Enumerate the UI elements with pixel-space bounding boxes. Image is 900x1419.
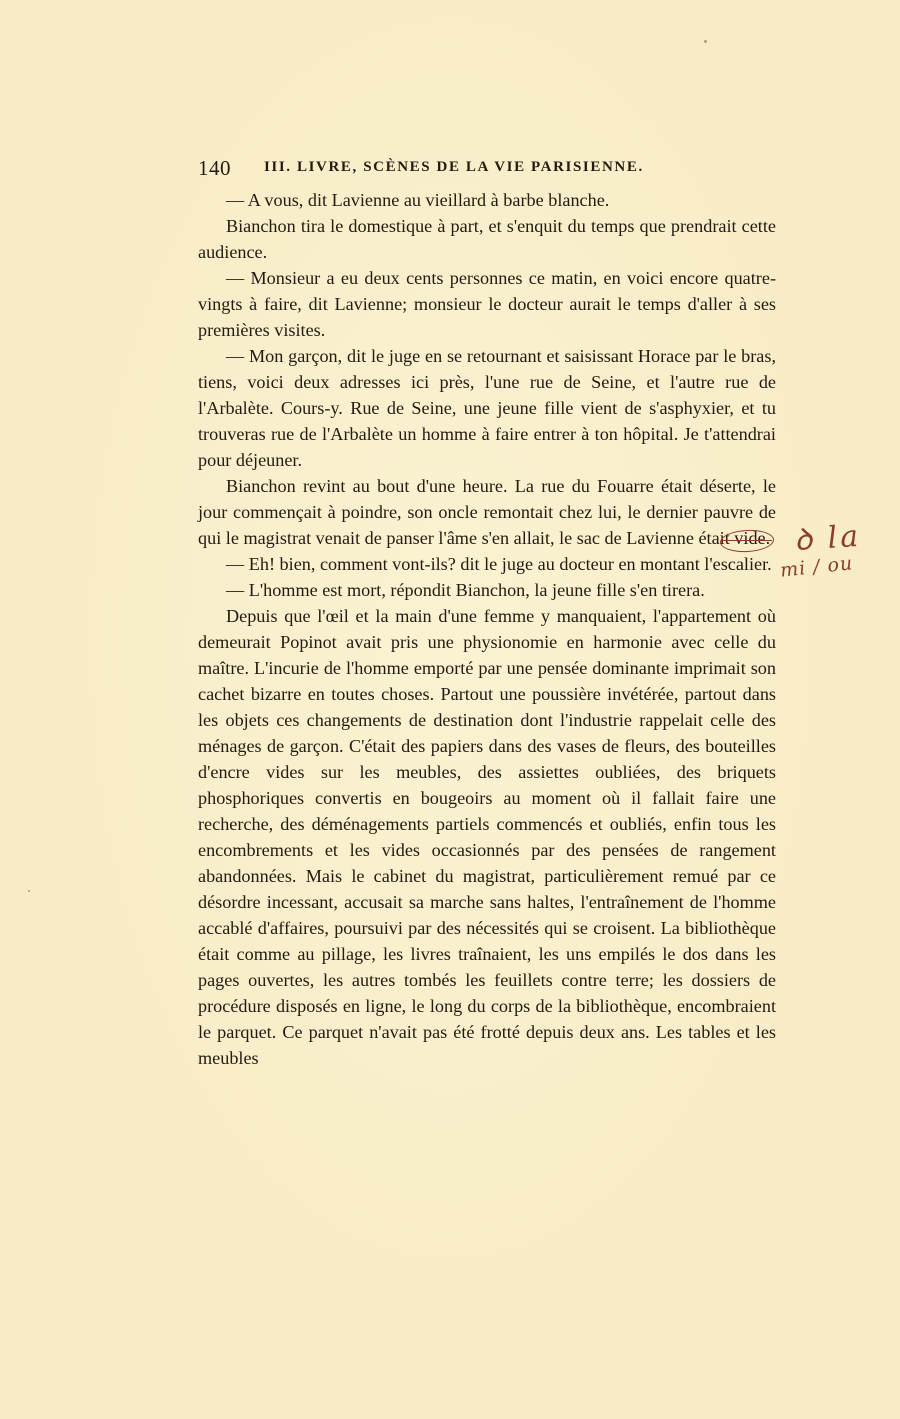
paragraph-4: — Mon garçon, dit le juge en se retournant et saisissant Horace par le bras, tiens, voici deux adresses ici près, l'une rue de Seine, et l'autre rue de l'Arbalète. Cours-y. Rue de Seine, une jeune fille vient de s'asphyxier, et tu trouveras rue de l'Arbalète un homme à faire entrer à ton hôpital. Je t'attendrai pour déjeuner. — [198, 346, 776, 470]
paragraph-7: — L'homme est mort, répondit Bianchon, la jeune fille s'en tirera. — [226, 580, 705, 600]
page-number: 140 — [198, 156, 231, 180]
paper-speck — [704, 40, 707, 43]
paragraph-1: — A vous, dit Lavienne au vieillard à barbe blanche. — [226, 190, 610, 210]
paper-speck — [28, 890, 30, 892]
paragraph-8: Depuis que l'œil et la main d'une femme y manquaient, l'appartement où demeurait Popinot avait pris une physionomie en harmonie avec celle du maître. L'incurie de l'homme emporté par une pensée dominante imprimait son cachet bizarre en toutes choses. Partout une poussière invétérée, partout dans les objets ces changements de destination dont l'industrie rappelait celle des ménages de garçon. C'était des papiers dans des vases de fleurs, des bouteilles d'encre vides sur les meubles, des assiettes oubliées, des briquets phosphoriques convertis en bougeoirs au moment où il fallait faire une recherche, des déménagements partiels commencés et oubliés, enfin tous les encombrements et les vides occasionnés par des pensées de rangement abandonnées. Mais le cabinet du magistrat, particulièrement remué par ce désordre incessant, accusait sa marche sans haltes, l'entraînement de l'homme accablé d'affaires, poursuivi par des nécessités qui se croisent. La bibliothèque était comme au pillage, les livres traînaient, les uns empilés le dos dans les pages ouvertes, les autres tombés les feuillets contre terre; les dossiers de procédure disposés en ligne, le long du corps de la bibliothèque, encombraient le parquet. Ce parquet n'avait pas été frotté depuis deux ans. Les tables et les meubles — [198, 606, 776, 1068]
paragraph-6: — Eh! bien, comment vont-ils? dit le juge au docteur en montant l'escalier. — [226, 554, 772, 574]
body-text — [198, 187, 776, 1071]
page-header — [198, 156, 778, 182]
paragraph-5: Bianchon revint au bout d'une heure. La rue du Fouarre était déserte, le jour commençait à poindre, son oncle remontait chez lui, le dernier pauvre de qui le magistrat venait de panser l'âme s'en allait, le sac de Lavienne était vide. — [198, 476, 776, 548]
paragraph-3: — Monsieur a eu deux cents personnes ce matin, en voici encore quatre-vingts à faire, dit Lavienne; monsieur le docteur aurait le temps d'aller à ses premières visites. — [198, 268, 776, 340]
paragraph-2: Bianchon tira le domestique à part, et s'enquit du temps que prendrait cette audience. — [198, 216, 776, 262]
margin-annotation-bottom: mi / ou — [779, 552, 855, 582]
running-head: III. LIVRE, SCÈNES DE LA VIE PARISIENNE. — [264, 159, 644, 175]
margin-annotation-top: ꝺ la — [793, 518, 863, 559]
handwritten-strike-line — [722, 540, 772, 541]
